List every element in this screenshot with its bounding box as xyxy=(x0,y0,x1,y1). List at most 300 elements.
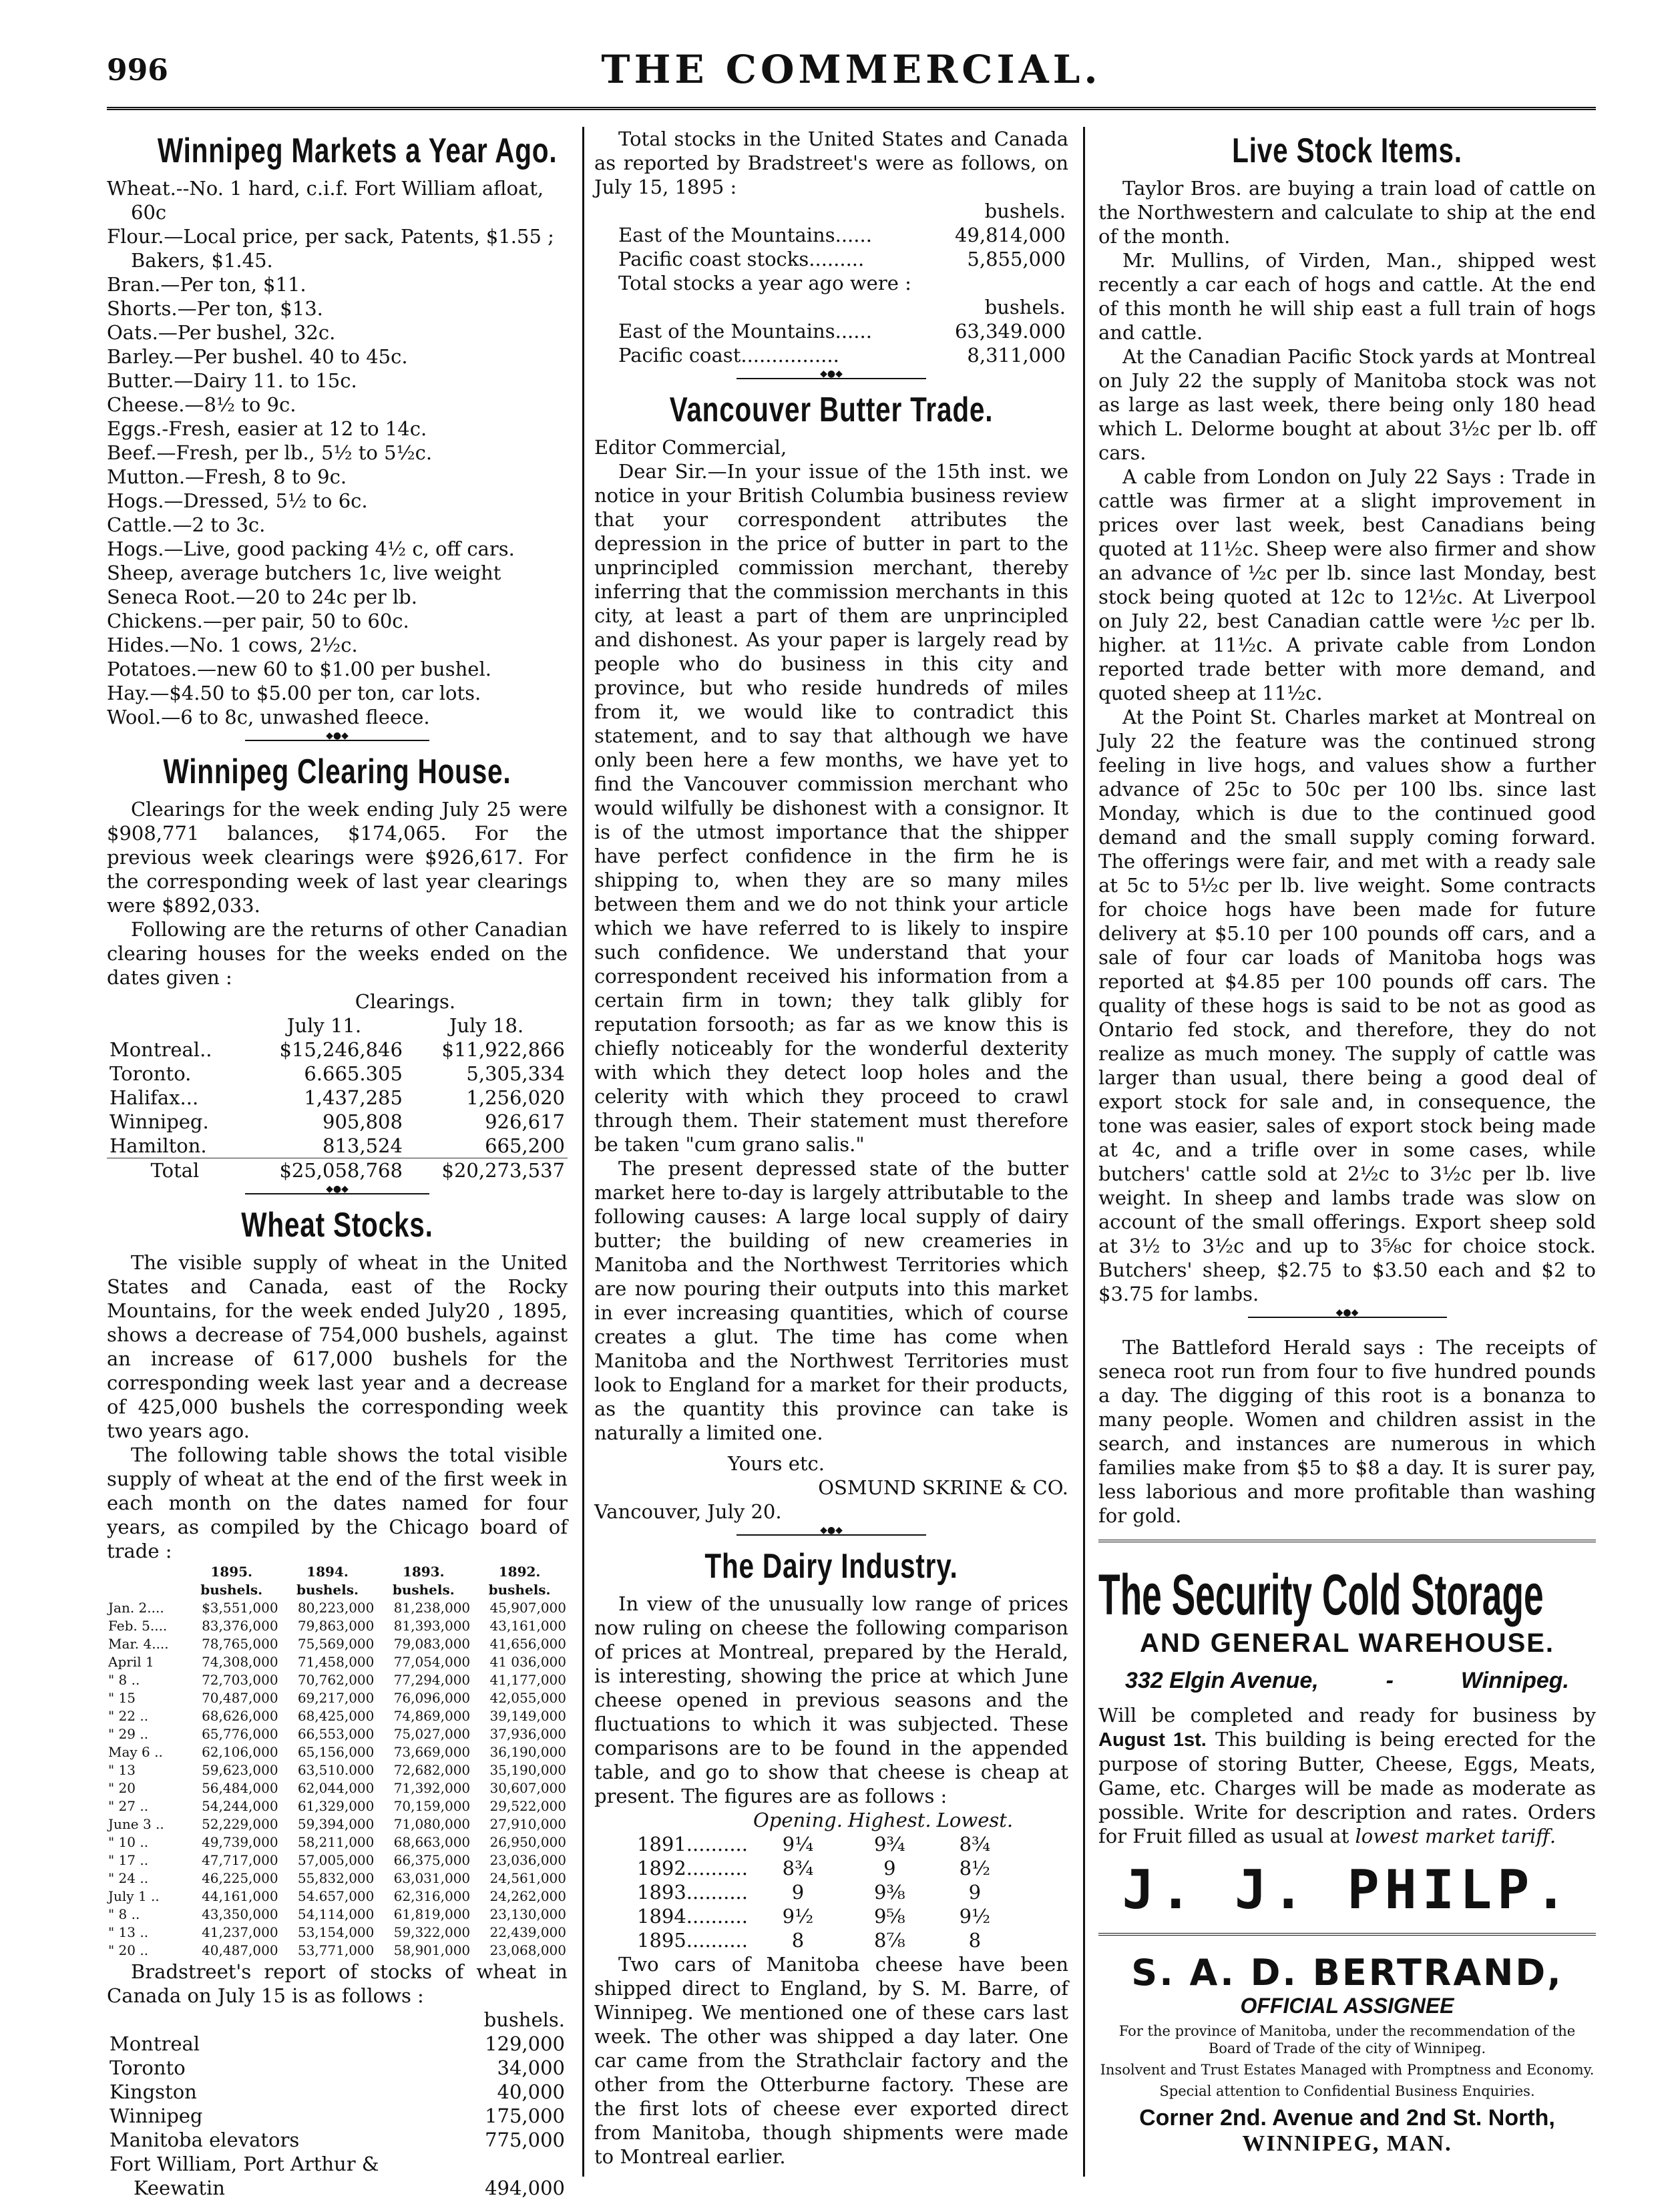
city-cell: Montreal.. xyxy=(110,1038,212,1061)
date-cell: " 13 .. xyxy=(108,1924,149,1940)
unit-header: bushels. xyxy=(984,296,1066,318)
unit-header: bushels. xyxy=(483,2008,565,2031)
ad-text: Will be completed and ready for business by xyxy=(1098,1704,1596,1727)
market-line: Cattle.—2 to 3c. xyxy=(107,513,266,536)
place-cell: Montreal xyxy=(110,2032,200,2055)
value-cell: 9 xyxy=(883,1857,896,1880)
header-rule xyxy=(107,107,1596,110)
column-2 xyxy=(594,127,1068,2177)
markets-heading: Winnipeg Markets a Year Ago. xyxy=(157,132,558,170)
date-cell: " 13 xyxy=(108,1762,136,1778)
value-cell: $15,246,846 xyxy=(279,1038,403,1061)
city-cell: Halifax... xyxy=(110,1086,199,1109)
total-row xyxy=(107,1158,568,1183)
value-cell: 6.665.305 xyxy=(304,1062,403,1085)
bertrand-address: Corner 2nd. Avenue and 2nd St. North, xyxy=(1139,2105,1555,2131)
table-row xyxy=(107,1942,568,1960)
table-row xyxy=(107,1779,568,1797)
value-cell: 9¾ xyxy=(874,1833,905,1855)
clearing-paragraph: Following are the returns of other Canadian clearing houses for the weeks ended on the dates given : xyxy=(107,918,568,989)
value-cell: 9 xyxy=(968,1881,982,1904)
value-cell: 1,437,285 xyxy=(304,1086,403,1109)
year-header: 1892. xyxy=(498,1564,541,1580)
value-cell: 41 036,000 xyxy=(489,1654,566,1670)
table-row xyxy=(634,1856,1016,1880)
value-cell: 68,626,000 xyxy=(202,1708,278,1724)
date-cell: " 22 .. xyxy=(108,1708,149,1724)
value-cell: 494,000 xyxy=(485,2177,565,2199)
unit-header: bushels. xyxy=(392,1582,455,1598)
table-row xyxy=(107,1888,568,1906)
date-cell: July 1 .. xyxy=(108,1888,160,1904)
value-cell: 77,294,000 xyxy=(393,1672,471,1688)
cheese-col-header: Lowest. xyxy=(936,1809,1014,1831)
value-cell: 81,238,000 xyxy=(393,1600,471,1616)
market-line: Shorts.—Per ton, $13. xyxy=(107,297,323,320)
value-cell: 79,863,000 xyxy=(297,1618,375,1634)
table-row xyxy=(107,1689,568,1707)
wheat-paragraph: The visible supply of wheat in the United States and Canada, east of the Rocky Mountains, for the week ended July20 , 1895, shows a decrease of 754,000 bushels, against an increase of 617,000 bushels for the corresponding week last year and a decrease of 425,000 bushels the corresponding week two years ago. xyxy=(107,1251,568,1442)
value-cell: 175,000 xyxy=(485,2105,565,2127)
vancouver-heading: Vancouver Butter Trade. xyxy=(669,391,994,429)
market-line: Chickens.—per pair, 50 to 60c. xyxy=(107,610,409,632)
security-cold-storage-ad xyxy=(1098,1540,1596,1921)
date-cell: " 29 .. xyxy=(108,1726,149,1742)
date-cell: " 24 .. xyxy=(108,1870,149,1886)
year-header: 1893. xyxy=(402,1564,445,1580)
ad-text: This building is being erected for the purpose of storing Butter, Cheese, Eggs, Meats, Game, etc. Charges will be made as moderate as possible. Write for description and rates. Orders for Fruit filled as usual at xyxy=(1098,1728,1596,1847)
letter-paragraph: The present depressed state of the butter market here to-day is largely attributable to the following causes: A large local supply of dairy butter; the building of new creameries in Manitoba and the Northwest Territories which are now pouring their outputs into this market in ever increasing quantities, which of course creates a glut. The time has come when Manitoba and the Northwest Territories must look to England for a market for their products, as the quantity this province can take is naturally a limited one. xyxy=(594,1157,1068,1444)
value-cell: $3,551,000 xyxy=(202,1600,278,1616)
date-cell: " 15 xyxy=(108,1690,136,1706)
value-cell: 24,561,000 xyxy=(489,1870,566,1886)
value-cell: 9 xyxy=(791,1881,805,1904)
year-ago-label: Total stocks a year ago were : xyxy=(618,272,911,294)
year-cell: 1892.......... xyxy=(637,1857,748,1880)
date-cell: Mar. 4.... xyxy=(108,1636,169,1652)
table-row xyxy=(107,1635,568,1653)
value-cell: 66,553,000 xyxy=(297,1726,375,1742)
value-cell: 54,114,000 xyxy=(297,1906,375,1922)
table-row xyxy=(107,1833,568,1851)
table-row xyxy=(634,1832,1016,1856)
bertrand-name: S. A. D. BERTRAND, xyxy=(1131,1952,1563,1994)
wheat-heading: Wheat Stocks. xyxy=(241,1206,433,1245)
value-cell: 775,000 xyxy=(485,2129,565,2151)
year-cell: 1894.......... xyxy=(637,1905,748,1928)
market-line: Eggs.-Fresh, easier at 12 to 14c. xyxy=(107,417,427,440)
columns xyxy=(107,127,1596,2199)
value-cell: 62,044,000 xyxy=(297,1780,375,1796)
table-row xyxy=(107,1707,568,1725)
value-cell: 72,682,000 xyxy=(393,1762,471,1778)
table-row xyxy=(107,2056,568,2080)
table-row xyxy=(107,1617,568,1635)
value-cell: 9½ xyxy=(782,1905,814,1928)
value-cell: 23,068,000 xyxy=(489,1942,566,1958)
value-cell: 49,739,000 xyxy=(202,1834,278,1850)
ad-proprietor: J. J. PHILP. xyxy=(1122,1859,1572,1921)
value-cell: 70,159,000 xyxy=(393,1798,471,1814)
section-separator xyxy=(1098,1313,1596,1322)
value-cell: 76,096,000 xyxy=(393,1690,471,1706)
wheat-paragraph: The following table shows the total visible supply of wheat at the end of the first week in each month on the dates named for four years, as compiled by the Chicago board of trade : xyxy=(107,1444,568,1562)
cheese-table xyxy=(634,1808,1016,1952)
table-row xyxy=(107,1906,568,1924)
value-cell: 52,229,000 xyxy=(202,1816,278,1832)
market-line: Seneca Root.—20 to 24c per lb. xyxy=(107,586,417,608)
ad-city: Winnipeg. xyxy=(1460,1668,1569,1693)
table-row xyxy=(594,319,1068,343)
value-cell: 23,036,000 xyxy=(489,1852,566,1868)
value-cell: 70,762,000 xyxy=(297,1672,375,1688)
table-row xyxy=(107,2032,568,2056)
city-cell: Winnipeg. xyxy=(110,1110,209,1133)
place-cell: Keewatin xyxy=(134,2177,225,2199)
value-cell: 81,393,000 xyxy=(393,1618,471,1634)
value-cell: 40,487,000 xyxy=(202,1942,278,1958)
ad-fine-print: For the province of Manitoba, under the recommendation of the Board of Trade of the city of Winnipeg. xyxy=(1118,2023,1576,2056)
value-cell: 8⅞ xyxy=(874,1929,905,1952)
value-cell: 75,027,000 xyxy=(393,1726,471,1742)
value-cell: 43,161,000 xyxy=(489,1618,566,1634)
table-row xyxy=(107,2080,568,2104)
total-label: Total xyxy=(107,1158,243,1183)
date-cell: " 8 .. xyxy=(108,1672,140,1688)
value-cell: 24,262,000 xyxy=(489,1888,566,1904)
official-assignee: OFFICIAL ASSIGNEE xyxy=(1240,1994,1454,2018)
market-line: Bran.—Per ton, $11. xyxy=(107,273,306,296)
market-line: Flour.—Local price, per sack, Patents, $1.55 ; Bakers, $1.45. xyxy=(107,225,554,272)
ad-date: August 1st. xyxy=(1098,1729,1207,1751)
table-row xyxy=(594,223,1068,247)
ad-body xyxy=(1098,1703,1596,1848)
unit-header: bushels. xyxy=(296,1582,359,1598)
column-rule xyxy=(582,127,584,2177)
market-line: Hay.—$4.50 to $5.00 per ton, car lots. xyxy=(107,682,481,704)
unit-header: bushels. xyxy=(984,200,1066,222)
value-cell: 63,349.000 xyxy=(954,320,1066,343)
market-line: Barley.—Per bushel. 40 to 45c. xyxy=(107,345,408,368)
masthead: THE COMMERCIAL. xyxy=(601,47,1102,92)
value-cell: 26,950,000 xyxy=(489,1834,566,1850)
place-cell: Winnipeg xyxy=(110,2105,203,2127)
date-cell: " 8 .. xyxy=(108,1906,140,1922)
cheese-col-header: Highest. xyxy=(847,1809,931,1831)
value-cell: 79,083,000 xyxy=(393,1636,471,1652)
value-cell: 62,316,000 xyxy=(393,1888,471,1904)
dairy-heading: The Dairy Industry. xyxy=(704,1547,958,1586)
table-row xyxy=(107,2152,568,2176)
column-rule xyxy=(1083,127,1085,2177)
table-row xyxy=(107,1671,568,1689)
place-cell: Manitoba elevators xyxy=(110,2129,300,2151)
unit-header: bushels. xyxy=(200,1582,263,1598)
value-cell: 63,031,000 xyxy=(393,1870,471,1886)
value-cell: 8,311,000 xyxy=(967,344,1066,367)
label-cell: Pacific coast stocks......... xyxy=(618,248,865,270)
date-cell: " 17 .. xyxy=(108,1852,149,1868)
date-cell: " 27 .. xyxy=(108,1798,149,1814)
year-cell: 1893.......... xyxy=(637,1881,748,1904)
value-cell: 23,130,000 xyxy=(489,1906,566,1922)
newspaper-page xyxy=(107,27,1596,2199)
wheat-table xyxy=(107,1563,568,1960)
value-cell: 53,771,000 xyxy=(297,1942,375,1958)
live-stock-heading: Live Stock Items. xyxy=(1232,132,1462,170)
place-cell: Kingston xyxy=(110,2080,197,2103)
ad-fine-print: Insolvent and Trust Estates Managed with Promptness and Economy. xyxy=(1100,2062,1595,2078)
clearing-col-header: July 18. xyxy=(449,1014,524,1037)
live-stock-paragraph: Taylor Bros. are buying a train load of cattle on the Northwestern and calculate to ship at the end of the month. xyxy=(1098,177,1596,248)
value-cell: 58,901,000 xyxy=(393,1942,471,1958)
value-cell: 46,225,000 xyxy=(202,1870,278,1886)
value-cell: 926,617 xyxy=(485,1110,565,1133)
value-cell: 41,237,000 xyxy=(202,1924,278,1940)
value-cell: 54.657,000 xyxy=(297,1888,375,1904)
table-row xyxy=(107,2104,568,2128)
market-line: Potatoes.—new 60 to $1.00 per bushel. xyxy=(107,658,491,680)
date-cell: Feb. 5.... xyxy=(108,1618,168,1634)
place-cell: Toronto xyxy=(110,2056,186,2079)
live-stock-paragraph: At the Canadian Pacific Stock yards at Montreal on July 22 the supply of Manitoba stock was not as large as last week, there being only 180 head which L. Delorme bought at about 3½c per lb. off cars. xyxy=(1098,345,1596,464)
date-cell: April 1 xyxy=(108,1654,154,1670)
table-row xyxy=(107,1761,568,1779)
total-stocks-paragraph: Total stocks in the United States and Canada as reported by Bradstreet's were as follows, on July 15, 1895 : xyxy=(594,128,1068,198)
date-cell: " 20 xyxy=(108,1780,136,1796)
table-row xyxy=(107,2128,568,2152)
value-cell: 5,305,334 xyxy=(466,1062,565,1085)
market-line: Wool.—6 to 8c, unwashed fleece. xyxy=(107,706,430,728)
date-cell: June 3 .. xyxy=(108,1816,164,1832)
value-cell: 78,765,000 xyxy=(202,1636,278,1652)
value-cell: 905,808 xyxy=(323,1110,403,1133)
value-cell: 57,005,000 xyxy=(297,1852,375,1868)
value-cell: 8½ xyxy=(959,1857,991,1880)
year-cell: 1895.......... xyxy=(637,1929,748,1952)
city-cell: Toronto. xyxy=(110,1062,192,1085)
column-1 xyxy=(107,127,568,2199)
date-cell: Jan. 2.... xyxy=(108,1600,164,1616)
value-cell: 8 xyxy=(791,1929,805,1952)
table-row xyxy=(634,1880,1016,1904)
value-cell: 42,055,000 xyxy=(489,1690,566,1706)
market-line: Hogs.—Dressed, 5½ to 6c. xyxy=(107,489,368,512)
table-row xyxy=(107,1599,568,1617)
section-separator xyxy=(107,1189,568,1198)
year-cell: 1891.......... xyxy=(637,1833,748,1855)
label-cell: East of the Mountains...... xyxy=(618,224,872,246)
value-cell: 1,256,020 xyxy=(466,1086,565,1109)
clearing-table xyxy=(107,989,568,1182)
wheat-rows xyxy=(107,1599,568,1960)
clearing-paragraph: Clearings for the week ending July 25 were $908,771 balances, $174,065. For the previous week clearings were $926,617. For the corresponding week of last year clearings were $892,033. xyxy=(107,798,568,917)
value-cell: 41,177,000 xyxy=(489,1672,566,1688)
value-cell: 62,106,000 xyxy=(202,1744,278,1760)
ad-tariff: lowest market tariff. xyxy=(1355,1825,1556,1847)
battleford-paragraph: The Battleford Herald says : The receipts of seneca root run from four to five hundred pounds a day. The digging of this root is a bonanza to many people. Women and children assist in the search, and instances are numerous in which families make from $5 to $8 a day. It is surer pay, less laborious and more profitable than washing for gold. xyxy=(1098,1336,1596,1527)
value-cell: 34,000 xyxy=(497,2056,565,2079)
value-cell: 66,375,000 xyxy=(393,1852,471,1868)
value-cell: 9¼ xyxy=(782,1833,814,1855)
table-row xyxy=(107,1038,568,1062)
value-cell: 72,703,000 xyxy=(202,1672,278,1688)
value-cell: 54,244,000 xyxy=(202,1798,278,1814)
date-cell: " 10 .. xyxy=(108,1834,149,1850)
value-cell: 37,936,000 xyxy=(489,1726,566,1742)
value-cell: 27,910,000 xyxy=(489,1816,566,1832)
table-row xyxy=(634,1904,1016,1928)
place-date: Vancouver, July 20. xyxy=(594,1500,782,1523)
table-row xyxy=(107,1110,568,1134)
ad-address xyxy=(1098,1668,1596,1694)
live-stock-paragraph: Mr. Mullins, of Virden, Man., shipped west recently a car each of hogs and cattle. At the end of this month he will ship east a full train of hogs and cattle. xyxy=(1098,249,1596,344)
value-cell: 58,211,000 xyxy=(297,1834,375,1850)
section-separator xyxy=(594,374,1068,383)
letter-paragraph: Dear Sir.—In your issue of the 15th inst. we notice in your British Columbia business review that your correspondent attributes the depression in the price of butter in part to the unprincipled commission merchant, thereby inferring that the commission merchants in this city, at least a part of them are unprincipled and dishonest. As your paper is largely read by people who do business in this city and province, but who reside hundreds of miles from it, we would like to contradict this statement, and to say that although we have only been here a few months, we have yet to find the Vancouver commission merchant who would wilfully be dishonest with a consignor. It is of the utmost importance that the shipper have perfect confidence in the firm he is shipping to, when they are so many miles between them and we do not think your article which we have referred to is likely to inspire such confidence. We understand that your correspondent received his information from a certain firm in town; they talk glibly for reputation forsooth; as far as we know this is chiefly noticeably for the wonderful dexterity with which they detect loop holes and the celerity with which they proceed to crawl through them. Their statement must therefore be taken "cum grano salis." xyxy=(594,460,1068,1156)
place-cell: Fort William, Port Arthur & xyxy=(110,2153,379,2175)
value-cell: 63,510.000 xyxy=(297,1762,375,1778)
value-cell: 30,607,000 xyxy=(489,1780,566,1796)
clearing-caption: Clearings. xyxy=(355,990,456,1013)
value-cell: 74,869,000 xyxy=(393,1708,471,1724)
value-cell: 47,717,000 xyxy=(202,1852,278,1868)
market-line: Wheat.--No. 1 hard, c.i.f. Fort William afloat, 60c xyxy=(107,177,544,224)
value-cell: 59,394,000 xyxy=(297,1816,375,1832)
canada-stocks-table xyxy=(107,2008,568,2200)
value-cell: 74,308,000 xyxy=(202,1654,278,1670)
table-row xyxy=(107,1851,568,1869)
value-cell: 71,080,000 xyxy=(393,1816,471,1832)
value-cell: 43,350,000 xyxy=(202,1906,278,1922)
value-cell: 9½ xyxy=(959,1905,991,1928)
value-cell: 9⅜ xyxy=(874,1881,905,1904)
value-cell: 5,855,000 xyxy=(967,248,1066,270)
section-separator xyxy=(107,736,568,745)
market-line: Butter.—Dairy 11. to 15c. xyxy=(107,369,357,392)
table-row xyxy=(107,1725,568,1743)
value-cell: 22,439,000 xyxy=(489,1924,566,1940)
bertrand-city: WINNIPEG, MAN. xyxy=(1242,2131,1452,2156)
value-cell: 8 xyxy=(968,1929,982,1952)
total-stocks-table xyxy=(594,199,1068,367)
value-cell: 40,000 xyxy=(497,2080,565,2103)
market-line: Sheep, average butchers 1c, live weight xyxy=(107,562,501,584)
dairy-paragraph: In view of the unusually low range of prices now ruling on cheese the following comparison of prices at Montreal, prepared by the Herald, is interesting, showing the price at which June cheese opened in previous seasons and the fluctuations to which it was subjected. These comparisons are to be found in the appended table, and go to show that cheese is cheap at present. The figures are as follows : xyxy=(594,1592,1068,1807)
date-cell: May 6 .. xyxy=(108,1744,163,1760)
bertrand-ad xyxy=(1098,1933,1596,2157)
value-cell: 8¾ xyxy=(959,1833,991,1855)
value-cell: 71,458,000 xyxy=(297,1654,375,1670)
value-cell: 65,156,000 xyxy=(297,1744,375,1760)
value-cell: 36,190,000 xyxy=(489,1744,566,1760)
value-cell: 49,814,000 xyxy=(954,224,1066,246)
total-value: $25,058,768 xyxy=(243,1158,405,1183)
dairy-paragraph: Two cars of Manitoba cheese have been shipped direct to England, by S. M. Barre, of Winnipeg. We mentioned one of these cars last week. The other was shipped a day later. One car came from the Strathclair factory and the other from the Otterburne factory. These are the first lots of cheese ever exported direct from Manitoba, though shipments were made to Montreal earlier. xyxy=(594,1953,1068,2168)
value-cell: $11,922,866 xyxy=(441,1038,565,1061)
value-cell: 83,376,000 xyxy=(202,1618,278,1634)
table-row xyxy=(107,1815,568,1833)
market-line: Hides.—No. 1 cows, 2½c. xyxy=(107,634,358,656)
value-cell: 71,392,000 xyxy=(393,1780,471,1796)
table-row xyxy=(107,1134,568,1158)
value-cell: 61,329,000 xyxy=(297,1798,375,1814)
page-header xyxy=(107,27,1596,107)
clearing-heading: Winnipeg Clearing House. xyxy=(163,752,511,791)
table-row xyxy=(107,1062,568,1086)
section-separator xyxy=(594,1530,1068,1540)
ad-dash: - xyxy=(1386,1668,1394,1693)
value-cell: 53,154,000 xyxy=(297,1924,375,1940)
value-cell: 55,832,000 xyxy=(297,1870,375,1886)
value-cell: 56,484,000 xyxy=(202,1780,278,1796)
value-cell: 75,569,000 xyxy=(297,1636,375,1652)
table-row xyxy=(107,2176,568,2200)
live-stock-paragraph: A cable from London on July 22 Says : Trade in cattle was firmer at a slight improvement in prices over last week, best Canadians being quoted at 11½c. Sheep were also firmer and show an advance of ½c per lb. since last Monday, best stock being quoted at 12c to 12½c. At Liverpool on July 22, best Canadian cattle were ½c per lb. higher. at 11½c. A private cable from London reported trade better with more demand, and quoted sheep at 11½c. xyxy=(1098,465,1596,704)
value-cell: 73,669,000 xyxy=(393,1744,471,1760)
value-cell: 68,425,000 xyxy=(297,1708,375,1724)
year-header: 1894. xyxy=(306,1564,349,1580)
market-line: Beef.—Fresh, per lb., 5½ to 5½c. xyxy=(107,441,433,464)
clearing-col-header: July 11. xyxy=(286,1014,362,1037)
value-cell: 69,217,000 xyxy=(297,1690,375,1706)
value-cell: 39,149,000 xyxy=(489,1708,566,1724)
market-list xyxy=(107,176,568,729)
value-cell: 44,161,000 xyxy=(202,1888,278,1904)
value-cell: 70,487,000 xyxy=(202,1690,278,1706)
value-cell: 8¾ xyxy=(782,1857,814,1880)
value-cell: 35,190,000 xyxy=(489,1762,566,1778)
table-row xyxy=(107,1924,568,1942)
city-cell: Hamilton. xyxy=(110,1134,207,1157)
value-cell: 129,000 xyxy=(485,2032,565,2055)
value-cell: 665,200 xyxy=(485,1134,565,1157)
table-row xyxy=(594,343,1068,367)
unit-header: bushels. xyxy=(488,1582,551,1598)
table-row xyxy=(107,1797,568,1815)
ad-title: The Security Cold Storage xyxy=(1098,1563,1544,1627)
table-row xyxy=(107,1653,568,1671)
label-cell: East of the Mountains...... xyxy=(618,320,872,343)
value-cell: 61,819,000 xyxy=(393,1906,471,1922)
bradstreet-paragraph: Bradstreet's report of stocks of wheat in Canada on July 15 is as follows : xyxy=(107,1960,568,2007)
value-cell: 29,522,000 xyxy=(489,1798,566,1814)
table-row xyxy=(594,247,1068,271)
value-cell: 77,054,000 xyxy=(393,1654,471,1670)
value-cell: 65,776,000 xyxy=(202,1726,278,1742)
live-stock-paragraph: At the Point St. Charles market at Montreal on July 22 the feature was the continued strong feeling in live hogs, and values show a further advance of 25c to 50c per 100 lbs. since last Monday, which is due to the continued good demand and the small supply coming forward. The offerings were fair, and met with a ready sale at 5c to 5½c per lb. live weight. Some contracts for choice hogs have been made for future delivery at $5.10 per 100 pounds off cars, and a sale of four car loads of Manitoba hogs was reported at $4.85 per 100 pounds off cars. The quality of these hogs is said to be not as good as Ontario fed stock, and therefore, they do not realize as much money. The supply of cattle was larger than usual, there being a good deal of export stock for sale and, in consequence, the tone was easier, sales of export stock being made at 4c, and a trifle over in some cases, while butchers' cattle sold at 2½c to 3½c per lb. live weight. In sheep and lambs trade was slow on account of the small offerings. Export sheep sold at 3½ to 3½c and up to 3⅝c for choice stock. Butchers' sheep, $2.75 to $3.50 each and $2 to $3.75 for lambs. xyxy=(1098,706,1596,1305)
table-row xyxy=(634,1928,1016,1952)
market-line: Oats.—Per bushel, 32c. xyxy=(107,321,336,344)
column-3 xyxy=(1098,127,1596,2177)
table-row xyxy=(107,1086,568,1110)
date-cell: " 20 .. xyxy=(108,1942,149,1958)
ad-fine-print: Special attention to Confidential Business Enquiries. xyxy=(1159,2083,1535,2099)
table-row xyxy=(107,1869,568,1888)
value-cell: 41,656,000 xyxy=(489,1636,566,1652)
page-number: 996 xyxy=(107,53,168,87)
value-cell: 9⅝ xyxy=(874,1905,905,1928)
market-line: Hogs.—Live, good packing 4½ c, off cars. xyxy=(107,537,515,560)
value-cell: 813,524 xyxy=(323,1134,403,1157)
salutation: Editor Commercial, xyxy=(594,436,787,459)
year-header: 1895. xyxy=(210,1564,253,1580)
value-cell: 68,663,000 xyxy=(393,1834,471,1850)
label-cell: Pacific coast................ xyxy=(618,344,839,367)
value-cell: 45,907,000 xyxy=(489,1600,566,1616)
value-cell: 59,322,000 xyxy=(393,1924,471,1940)
value-cell: 80,223,000 xyxy=(297,1600,375,1616)
